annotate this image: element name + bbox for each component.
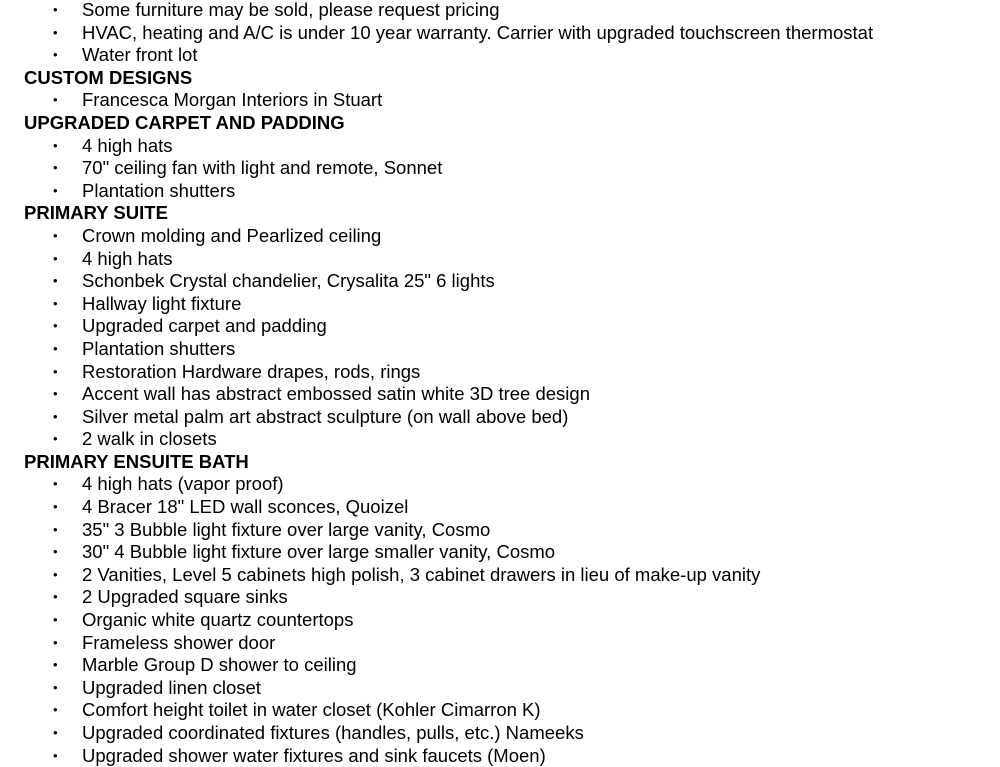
list-item (24, 248, 984, 271)
bullet-icon: • (53, 137, 58, 153)
list-item-text: Silver metal palm art abstract sculpture (on wall above bed) (82, 405, 569, 427)
bullet-icon: • (53, 408, 58, 424)
list-item (24, 496, 984, 519)
list-item-text: Restoration Hardware drapes, rods, rings (82, 360, 421, 382)
bullet-icon: • (53, 295, 58, 311)
list-item-text: Accent wall has abstract embossed satin white 3D tree design (82, 383, 590, 405)
list-item (24, 315, 984, 338)
bullet-icon: • (53, 318, 58, 334)
list-item (24, 564, 984, 587)
bullet-icon: • (53, 24, 58, 40)
list-item-text: Some furniture may be sold, please request pricing (82, 0, 500, 20)
list-item-text: 4 high hats (82, 247, 173, 269)
bullet-icon: • (53, 589, 58, 605)
list-item-text: Marble Group D shower to ceiling (82, 654, 357, 676)
bullet-icon: • (53, 725, 58, 740)
document-page (24, 0, 984, 767)
section-heading: PRIMARY ENSUITE BATH (24, 450, 249, 472)
list-item (24, 0, 984, 22)
list-item (24, 22, 984, 45)
list-item-text: Frameless shower door (82, 631, 276, 653)
list-item-text: Water front lot (82, 44, 198, 66)
list-item-text: Upgraded shower water fixtures and sink faucets (Moen) (82, 744, 546, 766)
list-item-text: Plantation shutters (82, 337, 236, 359)
bullet-icon: • (53, 566, 58, 582)
list-item-text: Francesca Morgan Interiors in Stuart (82, 89, 383, 111)
section-heading: PRIMARY SUITE (24, 202, 168, 224)
bullet-icon: • (53, 250, 58, 266)
list-item (24, 225, 984, 248)
list-item (24, 180, 984, 203)
list-item (24, 632, 984, 655)
bullet-icon: • (53, 499, 58, 515)
list-item (24, 428, 984, 451)
list-item (24, 361, 984, 384)
bullet-icon: • (53, 273, 58, 289)
list-item-text: Plantation shutters (82, 179, 236, 201)
list-item (24, 338, 984, 361)
section-heading: CUSTOM DESIGNS (24, 66, 193, 88)
list-item-text: Hallway light fixture (82, 292, 242, 314)
list-item-text: 70" ceiling fan with light and remote, Sonnet (82, 157, 443, 179)
list-item-text: 4 high hats (82, 134, 173, 156)
bullet-icon: • (53, 386, 58, 402)
list-item-text: 4 Bracer 18" LED wall sconces, Quoizel (82, 496, 409, 518)
bullet-icon: • (53, 182, 58, 198)
list-item (24, 89, 984, 112)
list-item-text: 2 Upgraded square sinks (82, 586, 288, 608)
list-item-text: Schonbek Crystal chandelier, Crysalita 25" 6 lights (82, 270, 495, 292)
list-item (24, 677, 984, 700)
list-item (24, 586, 984, 609)
list-item-text: HVAC, heating and A/C is under 10 year warranty. Carrier with upgraded touchscreen thermostat (82, 21, 874, 43)
bullet-icon: • (53, 702, 58, 718)
bullet-icon: • (53, 612, 58, 628)
list-item (24, 135, 984, 158)
list-item-text: Upgraded coordinated fixtures (handles, pulls, etc.) Nameeks (82, 722, 584, 743)
list-item (24, 473, 984, 496)
list-item-text: Comfort height toilet in water closet (Kohler Cimarron K) (82, 699, 541, 721)
list-item (24, 406, 984, 429)
section-heading: UPGRADED CARPET AND PADDING (24, 111, 345, 133)
list-item (24, 745, 984, 767)
bullet-icon: • (53, 476, 58, 492)
list-item-text: 35" 3 Bubble light fixture over large vanity, Cosmo (82, 518, 491, 540)
list-item (24, 157, 984, 180)
list-item-text: 4 high hats (vapor proof) (82, 473, 284, 495)
bullet-icon: • (53, 227, 58, 243)
list-item-text: Upgraded carpet and padding (82, 315, 327, 337)
list-item-text: Upgraded linen closet (82, 676, 261, 698)
bullet-icon: • (53, 160, 58, 176)
list-item (24, 654, 984, 677)
bullet-icon: • (53, 92, 58, 108)
bullet-icon: • (53, 2, 58, 17)
list-item-text: 2 walk in closets (82, 428, 217, 450)
bullet-icon: • (53, 634, 58, 650)
list-item (24, 383, 984, 406)
bullet-icon: • (53, 363, 58, 379)
list-item-text: Crown molding and Pearlized ceiling (82, 224, 382, 246)
list-item (24, 722, 984, 745)
list-item-text: 30" 4 Bubble light fixture over large smaller vanity, Cosmo (82, 541, 556, 563)
list-item (24, 609, 984, 632)
list-item (24, 699, 984, 722)
list-item (24, 270, 984, 293)
bullet-icon: • (53, 340, 58, 356)
bullet-icon: • (53, 521, 58, 537)
list-item (24, 293, 984, 316)
list-item-text: 2 Vanities, Level 5 cabinets high polish, 3 cabinet drawers in lieu of make-up vanity (82, 563, 761, 585)
bullet-icon: • (53, 47, 58, 63)
list-item-text: Organic white quartz countertops (82, 609, 354, 631)
bullet-icon: • (53, 431, 58, 447)
list-item (24, 519, 984, 542)
list-item (24, 541, 984, 564)
bullet-icon: • (53, 544, 58, 560)
bullet-icon: • (53, 679, 58, 695)
bullet-icon: • (53, 657, 58, 673)
list-item (24, 44, 984, 67)
bullet-icon: • (53, 747, 58, 763)
